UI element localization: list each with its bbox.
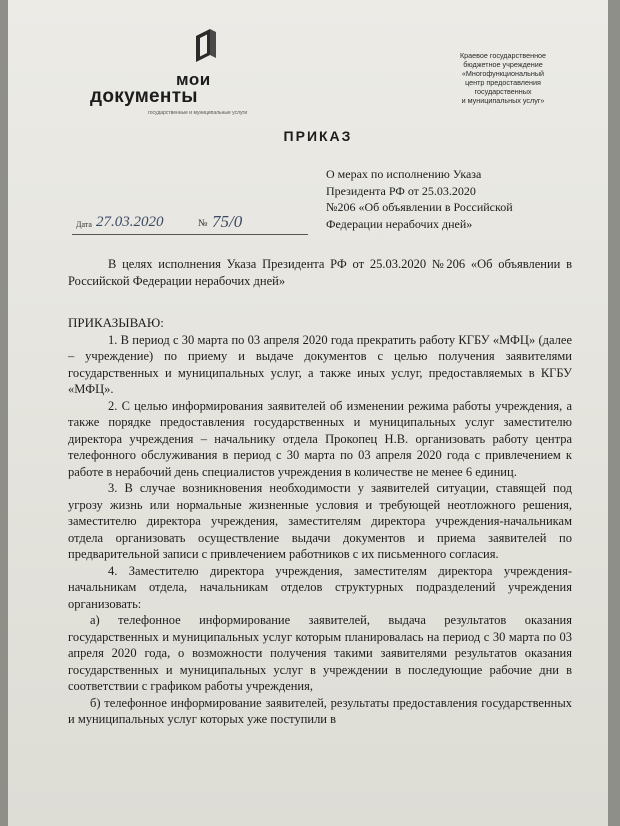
mfc-logo xyxy=(90,26,248,121)
subject-line: О мерах по исполнению Указа xyxy=(326,167,482,181)
subject-line: Федерации нерабочих дней» xyxy=(326,216,473,231)
logo-subline: государственные и муниципальные услуги xyxy=(148,110,248,116)
org-line: центр предоставления xyxy=(465,78,541,87)
order-number: 75/0 xyxy=(212,212,243,231)
doc-logo-icon xyxy=(190,28,218,64)
number-label: № xyxy=(198,218,208,229)
order-date: 27.03.2020 xyxy=(96,214,164,230)
order-item-4: 4. Заместителю директора учреждения, заместителям директора учреждения-начальникам отдела, начальникам отделов структурных подразделений учреждения организовать: xyxy=(68,563,572,611)
subject-line: №206 «Об объявлении в Российской xyxy=(326,200,513,214)
order-subject xyxy=(326,166,586,232)
order-item-1: 1. В период с 30 марта по 03 апреля 2020 года прекратить работу КГБУ «МФЦ» (далее – учреждение) по приему и выдаче документов с целью получения заявителями государственных и муниципальных услуг, а также иных услуг, предоставляемых в КГБУ «МФЦ». xyxy=(68,332,572,396)
org-line: государственных xyxy=(474,87,532,96)
order-item-4b: б) телефонное информирование заявителей, результаты предоставления государственных и муниципальных услуг которых уже поступили в xyxy=(68,695,572,726)
org-line: «Многофункциональный xyxy=(461,69,545,78)
logo-line-2: документы xyxy=(90,86,198,107)
date-label: Дата xyxy=(76,220,92,229)
document-title: ПРИКАЗ xyxy=(283,128,353,144)
underline-rule xyxy=(72,234,308,235)
subject-line: Президента РФ от 25.03.2020 xyxy=(326,183,476,198)
logo-line-1: мои xyxy=(176,70,211,89)
document-page xyxy=(8,0,608,826)
order-item-4a: а) телефонное информирование заявителей, выдача результатов оказания государственных и муниципальных услуг которым планировалась на период с 30 марта по 03 апреля 2020 года, о возможности получения такими заявителями результатов оказания государственных и муниципальных услуг в учреждении в последующие рабочие дни в соответствии с графиком работы учреждения, xyxy=(68,613,572,693)
date-number-line xyxy=(72,212,312,238)
order-body xyxy=(68,256,572,728)
order-item-2: 2. С целью информирования заявителей об изменении режима работы учреждения, а также порядке предоставления государственных и муниципальных услуг заместителю директора учреждения – начальнику отдела Прокопец Н.В. организовать работу центра телефонного обслуживания в период с 30 марта по 03 апреля 2020 года с привлечением к работе в нерабочий день специалистов учреждения в количестве не менее 6 единиц. xyxy=(68,398,572,479)
org-line: бюджетное учреждение xyxy=(463,60,543,69)
org-line: Краевое государственное xyxy=(459,51,547,60)
org-line: и муниципальных услуг» xyxy=(461,96,545,105)
intro-paragraph: В целях исполнения Указа Президента РФ от 25.03.2020 №206 «Об объявлении в Российской Федерации нерабочих дней» xyxy=(68,257,572,288)
order-word: ПРИКАЗЫВАЮ: xyxy=(68,315,164,330)
order-item-3: 3. В случае возникновения необходимости у заявителей ситуации, ставящей под угрозу жизнь или нормальные жизненные условия и требующей неотложного решения, заместителю директора учреждения, заместителям директора учреждения-начальникам отдела организовать осуществление выдачи документов и приема заявителей по предварительной записи с привлечением работников с их письменного согласия. xyxy=(68,481,572,561)
organization-block xyxy=(428,51,578,105)
